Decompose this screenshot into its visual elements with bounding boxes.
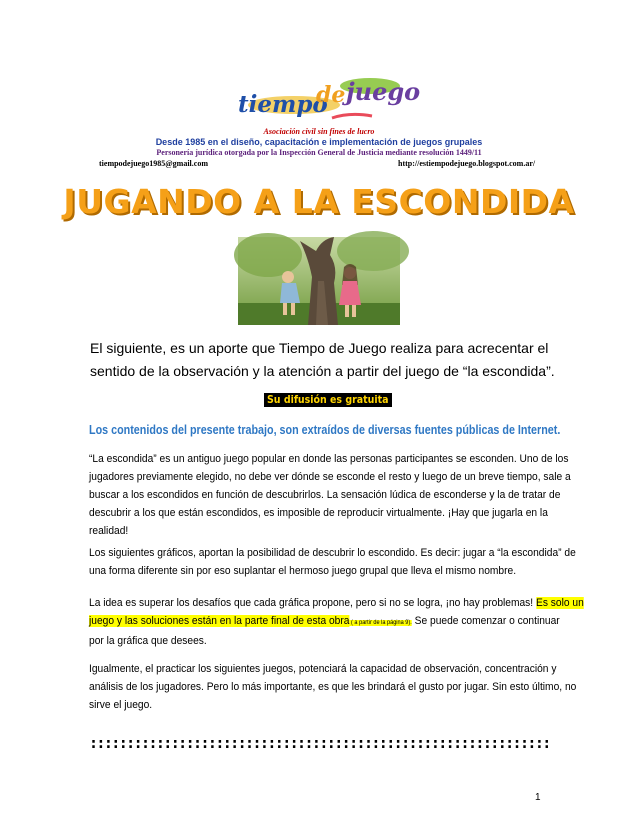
blog-url: http://estiempodejuego.blogspot.com.ar/ (398, 159, 536, 168)
paragraph-graphics-intro (89, 544, 576, 580)
paragraph-line: descubrir a los que están escondidos, es imposible de reproducir virtualmente. ¡Hay que jugarla en la (89, 507, 548, 519)
paragraph-line (89, 594, 584, 612)
paragraph-escondida-definition (89, 450, 571, 540)
paragraph-line: una forma diferente sin por eso suplantar el hermoso juego grupal que lleva el mismo nombre. (89, 565, 517, 577)
intro-line-1: El siguiente, es un aporte que Tiempo de Juego realiza para acrecentar el (90, 340, 549, 356)
sources-note: Los contenidos del presente trabajo, son extraídos de diversas fuentes públicas de Internet. (89, 423, 561, 437)
tiempo-de-juego-logo (232, 72, 421, 130)
paragraph-text: La idea es superar los desafíos que cada gráfica propone, pero si no se logra, ¡no hay problemas! (89, 597, 536, 609)
paragraph-text: Se puede comenzar o continuar (411, 615, 560, 627)
paragraph-line: Igualmente, el practicar los siguientes juegos, potenciará la capacidad de observación, concentración y (89, 663, 557, 675)
intro-line-2: sentido de la observación y la atención a partir del juego de “la escondida”. (90, 363, 555, 379)
svg-text:tiempo: tiempo (238, 91, 328, 118)
children-hiding-photo (238, 237, 400, 325)
paragraph-benefits (89, 660, 577, 714)
paragraph-solutions-info (89, 594, 584, 650)
highlighted-text: juego y las soluciones están en la parte final de esta obra (89, 615, 350, 627)
paragraph-line: análisis de los jugadores. Pero lo más importante, es que les brindará el gusto por jugar. Sin esto último, no (89, 681, 577, 693)
paragraph-line: jugadores previamente elegido, no debe ver dónde se esconde el resto y luego de un breve tiempo, sale a (89, 471, 571, 483)
paragraph-line: sirve el juego. (89, 699, 153, 711)
page-number: 1 (535, 792, 541, 803)
highlighted-text: Es solo un (535, 597, 584, 609)
dotted-separator: :::::::::::::::::::::::::::::::::::::::::::::::::::::::::::::: (89, 734, 550, 752)
contact-email: tiempodejuego1985@gmail.com (99, 159, 208, 168)
document-title: JUGANDO A LA ESCONDIDA (63, 182, 575, 221)
svg-text:juego: juego (346, 77, 421, 106)
since-1985-line: Desde 1985 en el diseño, capacitación e implementación de juegos grupales (155, 137, 483, 147)
svg-text:de: de (316, 82, 346, 108)
page-reference-note: ( a partir de la página 9). (349, 620, 412, 626)
free-distribution-badge: Su difusión es gratuita (264, 393, 392, 407)
association-subtitle: Asociación civil sin fines de lucro (263, 127, 375, 136)
legal-registration-line: Personería jurídica otorgada por la Inspección General de Justicia mediante resolución 1449/11 (156, 148, 482, 157)
paragraph-line: Los siguientes gráficos, aportan la posibilidad de descubrir lo escondido. Es decir: jugar a “la escondida” de (89, 547, 576, 559)
paragraph-line (89, 612, 560, 632)
paragraph-line: “La escondida” es un antiguo juego popular en donde las personas participantes se esconden. Uno de los (89, 453, 569, 465)
paragraph-line: realidad! (89, 525, 129, 537)
paragraph-line: buscar a los escondidos en función de descubrirlos. La sensación lúdica de esconderse y la de tratar de (89, 489, 561, 501)
paragraph-line: por la gráfica que desees. (89, 635, 207, 647)
